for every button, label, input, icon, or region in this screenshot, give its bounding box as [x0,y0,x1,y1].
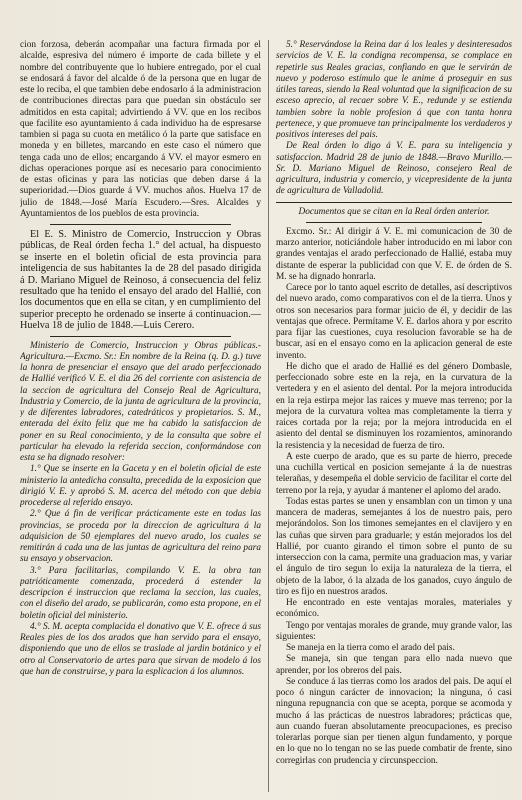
royal-order-closing: De Real órden lo digo á V. E. para su inteligencia y satisfaccion. Madrid 28 de junio de 1848.—Bravo Murillo.—Sr. D. Mariano Miguel de Reinoso, consejero Real de agricultura, industria y comercio, y vicepresidente de la junta de agricultura de Valladolid. [276,141,512,197]
letter-paragraph: Se maneja, sin que tengan para ello nada nuevo que aprender, por los obreros del pais. [276,654,512,676]
separator-rule [50,224,231,225]
letter-paragraph: Excmo. Sr.: Al dirigir á V. E. mi comunicacion de 30 de marzo anterior, noticiándole haber introducido en mi labor con grandes ventajas el arado perfeccionado de Hallié, estaba muy distante de esperar la publicidad con que V. E. de órden de S. M. se ha dignado honrarla. [276,226,512,282]
documents-heading: Documentos que se citan en la Real órden anterior. [298,206,490,217]
royal-order-item-5: 5.° Reservándose la Reina dar á los leales y desinteresados servicios de V. E. la condigna recompensa, se complace en repetirle sus Reales gracias, confiando en que le servirán de nuevo y poderoso estímulo que le anime á proseguir en sus útiles tareas, siendo la Real voluntad que la significacion de su esceso aprecio, al recaer sobre V. E., redunde y se estienda tambien sobre la noble profesion á que con tanta honra pertenece, y que promueve tan principalmente los verdaderos y positivos intereses del pais. [276,40,512,140]
royal-order-item-3: 3.° Para facilitarlas, compilando V. E. la obra tan patrióticamente comenzada, procederá á estender la descripcion é instruccion que reclama la seccion, las cuales, con el diseño del arado, se publicarán, como esta propone, en el boletin oficial del ministerio. [20,565,261,621]
letter-paragraph: Se maneja en la tierra como el arado del pais. [286,643,455,653]
letter-paragraph: He encontrado en este ventajas morales, materiales y económico. [276,598,512,620]
separator-rule [50,336,231,337]
royal-order-item-1: 1.° Que se inserte en la Gaceta y en el boletin oficial de este ministerio la antedicha consulta, precedida de la exposicion que dirigió V. E. y aprobó S. M. acerca del método con que debia procederse al referido ensayo. [20,464,261,509]
notice-text: El E. S. Ministro de Comercio, Instruccion y Obras públicas, de Real órden fecha 1.° del actual, ha dispuesto se inserte en el boletin oficial de esta provincia para inteligencia de sus habitantes la de 28 del pasado dirigida á D. Mariano Miguel de Reinoso, á consecuencia del feliz resultado que ha tenido el ensayo del arado del Hallié, con los documentos que en ella se citan, y en cumplimiento del superior precepto he ordenado se inserte á continuacion.—Huelva 18 de julio de 1848.—Luis Cerero. [20,229,261,332]
royal-order-intro: Ministerio de Comercio, Instruccion y Obras públicas.-Agricultura.—Excmo. Sr.: En nombre de la Reina (q. D. g.) tuve la honra de presenciar el ensayo que del arado perfeccionado de Hallié verificó V. E. el dia 26 del corriente con asistencia de la seccion de agricultura del Consejo Real de Agricultura, Industria y Comercio, de la junta de agricultura de la provincia, y de diferentes labradores, catedráticos y propietarios. S. M., enterada del éxito feliz que me ha cabido la satisfaccion de poner en su Real conocimiento, y de la consulta que sobre el particular ha elevado la referida seccion, conformándose con esta se ha dignado resolver: [20,340,261,464]
letter-paragraph: A este cuerpo de arado, que es su parte de hierro, precede una cuchilla vertical en posicion semejante á la de nuestras telerañas, y desempeña el doble servicio de facilitar el corte del terreno por la reja, y ayudar á mantener el aplomo del arado. [276,451,512,496]
letter-paragraph: Todas estas partes se unen y ensamblan con un timon y una mancera de maderas, semejantes á los de nuestro pais, pero mejorándolos. Son los timones semejantes en el clavijero y en las cuñas que sirven para graduarle; y están mejorados los del Hallié, por cuanto girando el timon sobre el punto de su interseccion con la cama, permite una graduacion mas, y variar el ángulo de tiro segun lo exija la naturaleza de la tierra, el objeto de la labor, ó la alzada de los ganados, cuyo ángulo de tiro es fijo en nuestros arados. [276,496,512,597]
separator-rule [306,222,482,223]
right-column [276,40,512,792]
letter-paragraph: Se conduce á las tierras como los arados del pais. De aquí el poco ó ningun carácter de innovacion; la ninguna, ó casi ninguna repugnancia con que se acepta, porque se acomoda y mucho á las prácticas de nuestros labradores; prácticas que, aun cuando fueran absolutamente preocupaciones, es preciso tolerarlas porque sian per tienen algun fundamento, y porque en lo que no lo tengan no se las puede combatir de frente, sino corregirlas con prudencia y circunspeccion. [276,676,512,766]
separator-rule [276,202,512,203]
circular-text: cion forzosa, deberán acompañar una factura firmada por el alcalde, espresiva del número é importe de cada billete y el nombre del contribuyente que lo hubiere entregado, por el cual se endosará á favor del alcalde ó de la persona que en lugar de este lo reciba, el que tambien debe endosarlo á la administracion de contribuciones directas para que puedan sin obstáculo ser admitidos en esta capital; advirtiendo á VV. que en los recibos que facilite eso ayuntamiento á cada individuo ha de espresarse tambien si paga su cuota en metálico ó la parte que satisface en moneda y en billetes, marcando en este caso el número que tenga cada uno de ellos; encargando á VV. el mayor esmero en dichas operaciones porque así es necesario para conocimiento de estas oficinas y para las noticias que deben darse á la superioridad.—Dios guarde á VV. muchos años. Huelva 17 de julio de 1848.—José María Escudero.—Sres. Alcaldes y Ayuntamientos de los pueblos de esta provincia. [20,40,261,219]
column-divider [268,40,269,792]
letter-paragraph: Tengo por ventajas morales de grande, muy grande valor, las siguientes: [276,620,512,642]
royal-order-item-4: 4.° S. M. acepta complacida el donativo que V. E. ofrece á sus Reales pies de los dos arados que han servido para el ensayo, disponiendo que uno de ellos se traslade al jardin botánico y el otro al Conservatorio de artes para que sirvan de modelo á los que han de construirse, y para la esplicacion á los alumnos. [20,621,261,677]
royal-order-item-2: 2.° Que á fin de verificar prácticamente este en todas las provincias, se proceda por la direccion de agricultura á la adquisicion de 50 ejemplares del nuevo arado, los cuales se remitirán á cada una de las juntas de agricultura del reino para su ensayo y observacion. [20,509,261,565]
letter-paragraph: He dicho que el arado de Hallié es del género Dombasle, perfeccionado sobre este en la reja, en la curvatura de la vertedera y en el asiento del dental. Por la mejora introducida en la reja estirpa mejor las raices y mueve mas terreno; por la mejora de la curvatura voltea mas completamente la tierra y raices cortada por la reja; por la mejora introducida en el asiento del dental se disminuyen los rozamientos, aminorando la resistencia y la necesidad de fuerza de tiro. [276,361,512,451]
letter-paragraph: Carece por lo tanto aquel escrito de detalles, así descriptivos del nuevo arado, como comparativos con el de la tierra. Unos y otros son necesarios para formar juicio de él, y decidir de las ventajas que ofrece. Permítame V. E. darlos ahora y por escrito para fijar las cuestiones, cuya resolucion favorable se ha de buscar, así en el ensayo como en la aplicacion general de este invento. [276,283,512,361]
left-column [20,40,261,792]
